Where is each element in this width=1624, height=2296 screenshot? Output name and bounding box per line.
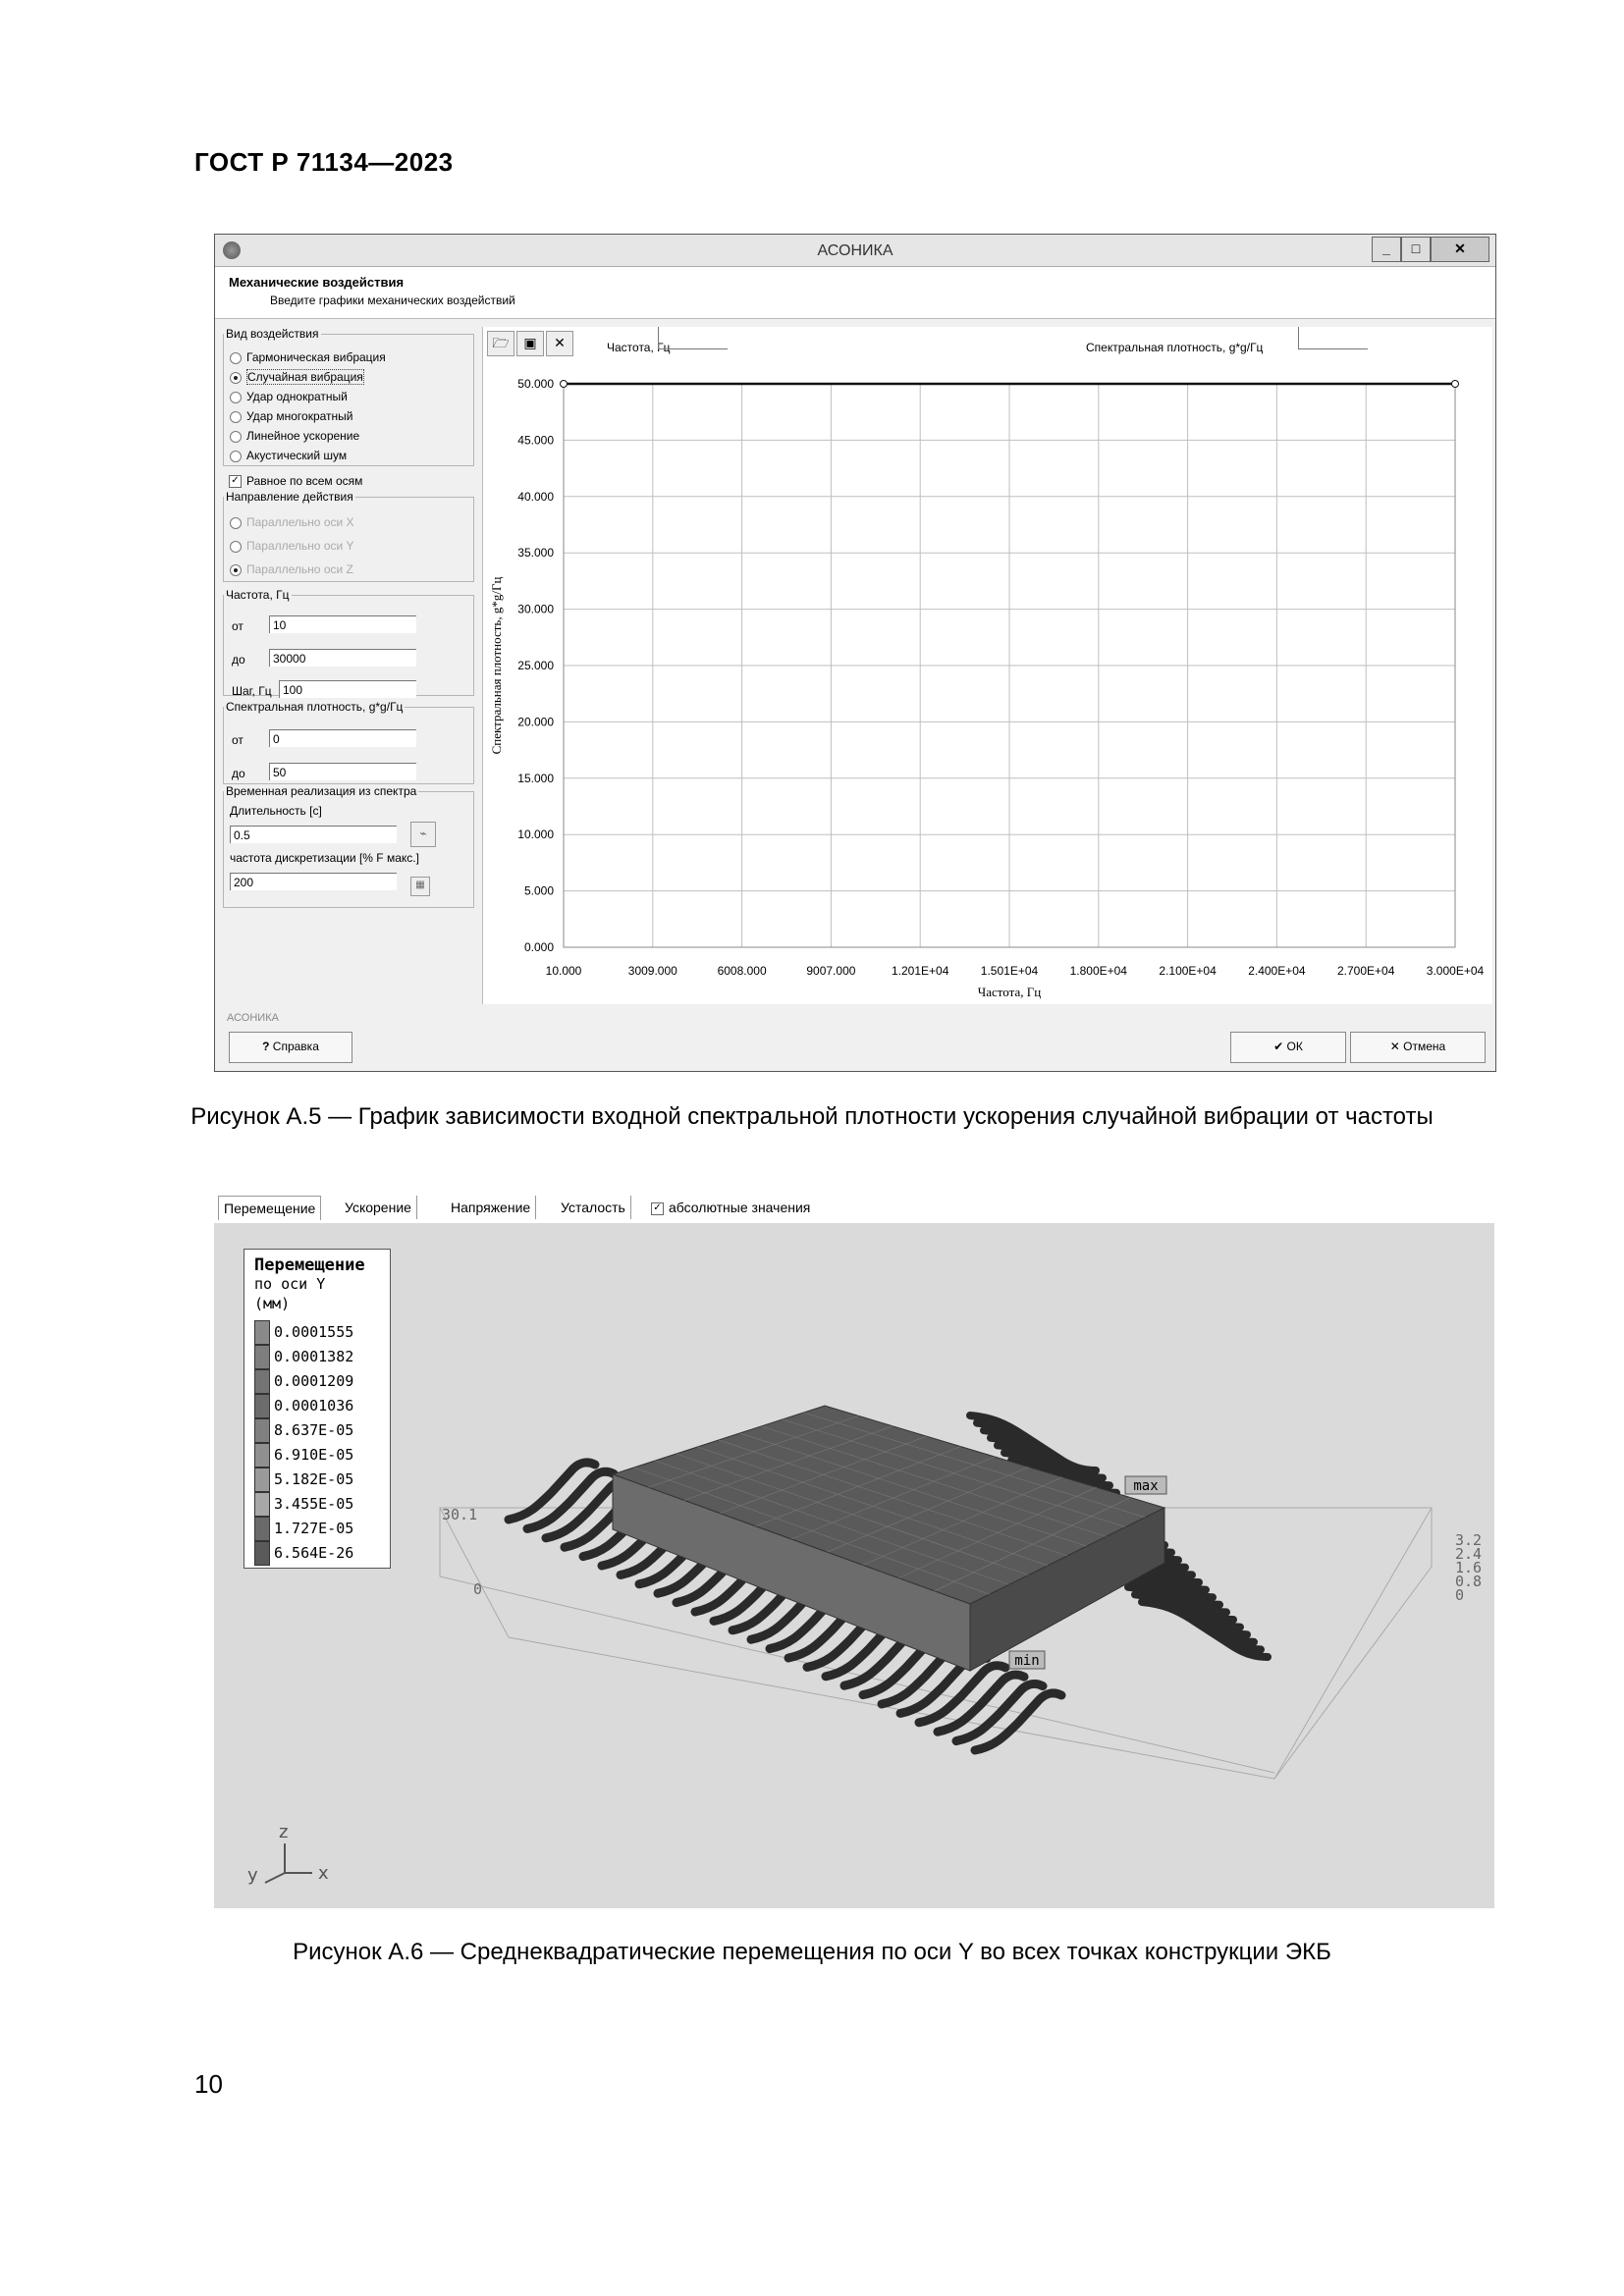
legend-value: 6.910E-05 bbox=[274, 1446, 354, 1464]
settings-panel bbox=[223, 327, 476, 1004]
duration-input[interactable]: 0.5 bbox=[230, 826, 397, 843]
psd-to-label: до bbox=[232, 767, 245, 780]
help-icon: ? bbox=[262, 1040, 273, 1053]
grid-edge bbox=[1274, 1567, 1432, 1779]
close-icon: ✕ bbox=[1389, 1040, 1404, 1053]
legend-swatch bbox=[254, 1345, 270, 1369]
sampling-input[interactable]: 200 bbox=[230, 873, 397, 890]
legend-row bbox=[254, 1492, 386, 1517]
x-tick-label: 10.000 bbox=[545, 964, 582, 978]
radio-circle[interactable] bbox=[230, 564, 242, 576]
legend-row bbox=[254, 1345, 386, 1369]
psd-group bbox=[223, 700, 474, 784]
ok-label: ОК bbox=[1286, 1040, 1303, 1053]
time-realization-legend: Временная реализация из спектра bbox=[226, 784, 417, 798]
3d-view[interactable] bbox=[214, 1223, 1494, 1908]
y-tick-label: 5.000 bbox=[523, 883, 554, 898]
x-tick-label: 1.201E+04 bbox=[892, 964, 949, 978]
tab-acceleration[interactable]: Ускорение bbox=[340, 1196, 417, 1219]
z-scale-label: 3.2 bbox=[1455, 1531, 1483, 1549]
z-axis-label: z bbox=[279, 1822, 289, 1842]
tab-displacement[interactable]: Перемещение bbox=[218, 1196, 321, 1220]
y-tick-label: 0.000 bbox=[523, 940, 554, 954]
section-subtitle: Введите графики механических воздействий bbox=[270, 294, 515, 307]
radio-circle[interactable] bbox=[230, 372, 242, 384]
asonika-window bbox=[214, 234, 1496, 1072]
frequency-legend: Частота, Гц bbox=[226, 588, 290, 602]
y-tick-label: 15.000 bbox=[517, 771, 554, 785]
footer-bar bbox=[215, 1010, 1495, 1069]
cancel-button[interactable] bbox=[1350, 1032, 1486, 1063]
y-tick-label: 35.000 bbox=[517, 546, 554, 561]
ok-button[interactable] bbox=[1230, 1032, 1346, 1063]
legend-value: 0.0001209 bbox=[274, 1372, 354, 1390]
radio-acoustic[interactable] bbox=[230, 449, 347, 462]
radio-linear-accel[interactable] bbox=[230, 429, 359, 443]
radio-label: Удар однократный bbox=[246, 390, 348, 403]
legend-swatch bbox=[254, 1418, 270, 1443]
abs-values-checkbox[interactable] bbox=[646, 1196, 815, 1219]
x-tick-label: 1.800E+04 bbox=[1069, 964, 1127, 978]
radio-circle[interactable] bbox=[230, 451, 242, 462]
tab-fatigue[interactable]: Усталость bbox=[556, 1196, 631, 1219]
legend-value: 6.564E-26 bbox=[274, 1544, 354, 1562]
radio-random[interactable] bbox=[230, 370, 364, 384]
section-header bbox=[215, 267, 1495, 319]
figure-a6-caption: Рисунок А.6 — Среднеквадратические перемещения по оси Y во всех точках конструкции ЭКБ bbox=[293, 1939, 1331, 1965]
legend-value: 8.637E-05 bbox=[274, 1421, 354, 1439]
x-tick-label: 2.700E+04 bbox=[1337, 964, 1395, 978]
help-label: Справка bbox=[272, 1040, 319, 1053]
legend-row bbox=[254, 1443, 386, 1468]
maximize-button[interactable]: □ bbox=[1401, 237, 1431, 262]
radio-axis-y[interactable] bbox=[230, 539, 354, 553]
radio-label: Параллельно оси Y bbox=[246, 539, 354, 553]
section-title: Механические воздействия bbox=[229, 275, 405, 290]
radio-circle[interactable] bbox=[230, 431, 242, 443]
document-header: ГОСТ Р 71134—2023 bbox=[194, 147, 454, 177]
z-scale-label: 1.6 bbox=[1455, 1559, 1483, 1576]
x-tick-label: 6008.000 bbox=[717, 964, 767, 978]
cancel-label: Отмена bbox=[1403, 1040, 1446, 1053]
legend-row bbox=[254, 1541, 386, 1566]
sampling-icon[interactable]: ▦ bbox=[410, 877, 430, 896]
radio-label: Акустический шум bbox=[246, 449, 348, 462]
legend-row bbox=[254, 1418, 386, 1443]
radio-label: Линейное ускорение bbox=[246, 429, 360, 443]
impact-type-group bbox=[223, 327, 474, 466]
legend-unit: (мм) bbox=[254, 1295, 291, 1312]
abs-values-label: абсолютные значения bbox=[669, 1200, 811, 1215]
y-tick-label: 50.000 bbox=[517, 377, 554, 391]
save-icon[interactable]: ▣ bbox=[516, 331, 544, 356]
result-tabs bbox=[214, 1192, 1494, 1221]
x-tick-label: 3.000E+04 bbox=[1426, 964, 1485, 978]
tab-stress[interactable]: Напряжение bbox=[446, 1196, 536, 1219]
radio-circle[interactable] bbox=[230, 352, 242, 364]
radio-axis-z[interactable] bbox=[230, 562, 353, 576]
legend-swatch bbox=[254, 1541, 270, 1566]
legend-row bbox=[254, 1320, 386, 1345]
title-bar[interactable] bbox=[215, 235, 1495, 267]
y-tick-label: 45.000 bbox=[517, 433, 554, 448]
legend-swatch bbox=[254, 1320, 270, 1345]
direction-legend: Направление действия bbox=[226, 490, 353, 504]
x-axis-label: x bbox=[318, 1863, 329, 1884]
x-axis-title: Частота, Гц bbox=[977, 985, 1042, 999]
dim-label-top: 30.1 bbox=[442, 1506, 478, 1523]
radio-label: Параллельно оси Z bbox=[246, 562, 353, 576]
chart-panel bbox=[482, 327, 1492, 1004]
data-point bbox=[561, 381, 568, 388]
legend-swatch bbox=[254, 1394, 270, 1418]
window-title: АСОНИКА bbox=[817, 242, 893, 259]
figure-a5-caption: Рисунок А.5 — График зависимости входной спектральной плотности ускорения случайной вибрации от частоты bbox=[190, 1103, 1434, 1130]
max-label: max bbox=[1133, 1478, 1159, 1494]
open-file-icon[interactable]: 🗁 bbox=[487, 331, 514, 356]
legend-value: 5.182E-05 bbox=[274, 1470, 354, 1488]
psd-from-label: от bbox=[232, 733, 244, 747]
toolbar-freq-label: Частота, Гц bbox=[607, 341, 671, 354]
radio-label: Случайная вибрация bbox=[247, 370, 363, 384]
z-scale-label: 0.8 bbox=[1455, 1573, 1483, 1590]
legend-axis: по оси Y bbox=[254, 1275, 326, 1293]
y-tick-label: 20.000 bbox=[517, 715, 554, 729]
legend-row bbox=[254, 1394, 386, 1418]
toolbar-freq-input[interactable] bbox=[658, 327, 728, 349]
toolbar-psd-label: Спектральная плотность, g*g/Гц bbox=[1086, 341, 1264, 354]
y-axis-line bbox=[265, 1873, 285, 1883]
legend-swatch bbox=[254, 1492, 270, 1517]
y-tick-label: 30.000 bbox=[517, 602, 554, 616]
freq-to-input[interactable]: 30000 bbox=[269, 649, 416, 667]
psd-to-input[interactable]: 50 bbox=[269, 763, 416, 780]
impact-type-legend: Вид воздействия bbox=[226, 327, 319, 341]
frequency-group bbox=[223, 588, 474, 696]
radio-shock-multi[interactable] bbox=[230, 409, 353, 423]
legend-value: 1.727E-05 bbox=[274, 1520, 354, 1537]
sampling-label: частота дискретизации [% F макс.] bbox=[230, 851, 419, 865]
legend-value: 0.0001036 bbox=[274, 1397, 354, 1415]
psd-legend: Спектральная плотность, g*g/Гц bbox=[226, 700, 404, 714]
footer-app-name: АСОНИКА bbox=[227, 1012, 279, 1024]
page-number: 10 bbox=[194, 2069, 223, 2099]
minimize-button[interactable]: _ bbox=[1372, 237, 1401, 262]
radio-circle[interactable] bbox=[230, 541, 242, 553]
y-axis-title: Спектральная плотность, g*g/Гц bbox=[489, 576, 504, 755]
z-scale-label: 0 bbox=[1455, 1586, 1465, 1604]
radio-axis-x[interactable] bbox=[230, 515, 354, 529]
help-button[interactable] bbox=[229, 1032, 352, 1063]
checkbox-label: Равное по всем осям bbox=[246, 474, 363, 488]
dim-label-zero: 0 bbox=[473, 1580, 483, 1598]
figure-a6 bbox=[214, 1192, 1494, 1908]
radio-circle[interactable] bbox=[230, 411, 242, 423]
x-tick-label: 2.100E+04 bbox=[1159, 964, 1217, 978]
x-tick-label: 2.400E+04 bbox=[1248, 964, 1306, 978]
time-realization-group bbox=[223, 784, 474, 908]
legend-title: Перемещение bbox=[254, 1255, 365, 1275]
x-tick-label: 9007.000 bbox=[806, 964, 856, 978]
y-tick-label: 25.000 bbox=[517, 659, 554, 672]
legend-swatch bbox=[254, 1369, 270, 1394]
legend-swatch bbox=[254, 1468, 270, 1492]
check-icon[interactable]: ✓ bbox=[651, 1202, 664, 1215]
freq-from-label: от bbox=[232, 619, 244, 633]
duration-chart-icon[interactable]: ⌁ bbox=[410, 822, 436, 847]
y-axis-label: y bbox=[247, 1865, 258, 1886]
pcb-model bbox=[214, 1223, 1494, 1908]
data-point bbox=[1452, 381, 1459, 388]
legend-row bbox=[254, 1369, 386, 1394]
color-legend bbox=[244, 1249, 391, 1569]
freq-to-label: до bbox=[232, 653, 245, 667]
legend-row bbox=[254, 1468, 386, 1492]
duration-label: Длительность [с] bbox=[230, 804, 322, 818]
legend-value: 0.0001555 bbox=[274, 1323, 354, 1341]
freq-step-input[interactable]: 100 bbox=[279, 680, 416, 698]
radio-label: Параллельно оси X bbox=[246, 515, 354, 529]
legend-swatch bbox=[254, 1517, 270, 1541]
check-icon: ✔ bbox=[1273, 1040, 1287, 1053]
radio-circle[interactable] bbox=[230, 517, 242, 529]
freq-step-label: Шаг, Гц bbox=[232, 684, 272, 698]
min-label: min bbox=[1014, 1653, 1040, 1669]
z-scale-label: 2.4 bbox=[1455, 1545, 1483, 1563]
close-button[interactable]: ✕ bbox=[1431, 237, 1489, 262]
radio-shock-single[interactable] bbox=[230, 390, 348, 403]
check-icon[interactable]: ✓ bbox=[229, 475, 242, 488]
radio-label: Гармоническая вибрация bbox=[246, 350, 386, 364]
direction-group bbox=[223, 490, 474, 582]
x-tick-label: 3009.000 bbox=[627, 964, 677, 978]
legend-value: 3.455E-05 bbox=[274, 1495, 354, 1513]
toolbar-psd-input[interactable] bbox=[1298, 327, 1368, 349]
psd-chart bbox=[483, 362, 1492, 1004]
legend-row bbox=[254, 1517, 386, 1541]
x-tick-label: 1.501E+04 bbox=[980, 964, 1039, 978]
radio-harmonic[interactable] bbox=[230, 350, 386, 364]
radio-label: Удар многократный bbox=[246, 409, 353, 423]
delete-icon[interactable]: ✕ bbox=[546, 331, 573, 356]
psd-from-input[interactable]: 0 bbox=[269, 729, 416, 747]
legend-swatch bbox=[254, 1443, 270, 1468]
equal-axes-checkbox[interactable] bbox=[229, 474, 362, 488]
y-tick-label: 40.000 bbox=[517, 489, 554, 504]
legend-value: 0.0001382 bbox=[274, 1348, 354, 1365]
freq-from-input[interactable]: 10 bbox=[269, 615, 416, 633]
radio-circle[interactable] bbox=[230, 392, 242, 403]
y-tick-label: 10.000 bbox=[517, 828, 554, 842]
